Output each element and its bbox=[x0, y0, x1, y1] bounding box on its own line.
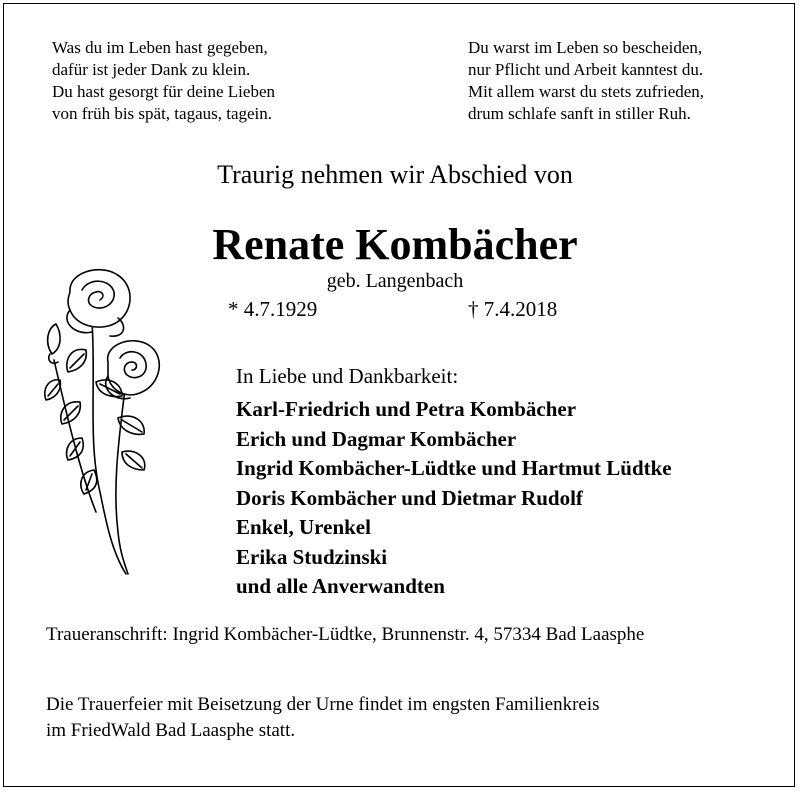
mourner-line: Doris Kombächer und Dietmar Rudolf bbox=[236, 485, 583, 510]
mourner-line: Ingrid Kombächer-Lüdtke und Hartmut Lüdtke bbox=[236, 456, 672, 480]
rose-illustration-icon bbox=[30, 262, 170, 582]
intro-text: Traurig nehmen wir Abschied von bbox=[217, 160, 573, 189]
ceremony-line: im FriedWald Bad Laasphe statt. bbox=[46, 720, 296, 741]
poem-line: nur Pflicht und Arbeit kanntest du. bbox=[468, 60, 704, 79]
ceremony-info bbox=[46, 692, 600, 744]
poem-left bbox=[52, 37, 275, 125]
poem-right bbox=[468, 37, 704, 125]
mourner-line: Erich und Dagmar Kombächer bbox=[236, 426, 517, 451]
poem-line: dafür ist jeder Dank zu klein. bbox=[52, 60, 251, 79]
poem-line: Du hast gesorgt für deine Lieben bbox=[52, 82, 275, 101]
ceremony-line: Die Trauerfeier mit Beisetzung der Urne findet im engsten Familienkreis bbox=[46, 694, 600, 715]
poem-line: Mit allem warst du stets zufrieden, bbox=[468, 82, 705, 101]
mourner-line: Erika Studzinski bbox=[236, 544, 388, 569]
deceased-name: Renate Kombächer bbox=[212, 220, 578, 269]
mourner-line: Karl-Friedrich und Petra Kombächer bbox=[236, 397, 577, 421]
birth-date: * 4.7.1929 bbox=[228, 297, 318, 321]
poem-line: Du warst im Leben so bescheiden, bbox=[468, 38, 703, 57]
poem-line: Was du im Leben hast gegeben, bbox=[52, 38, 268, 57]
poem-line: von früh bis spät, tagaus, tagein. bbox=[52, 104, 273, 123]
mourners-list bbox=[236, 395, 672, 602]
poem-line: drum schlafe sanft in stiller Ruh. bbox=[468, 104, 691, 123]
maiden-name: geb. Langenbach bbox=[326, 270, 464, 292]
mourning-address: Traueranschrift: Ingrid Kombächer-Lüdtke, Brunnenstr. 4, 57334 Bad Laasphe bbox=[46, 624, 645, 645]
dedication-line: In Liebe und Dankbarkeit: bbox=[236, 364, 459, 388]
death-date: † 7.4.2018 bbox=[468, 297, 558, 321]
mourner-line: und alle Anverwandten bbox=[236, 574, 445, 598]
mourner-line: Enkel, Urenkel bbox=[236, 515, 371, 539]
